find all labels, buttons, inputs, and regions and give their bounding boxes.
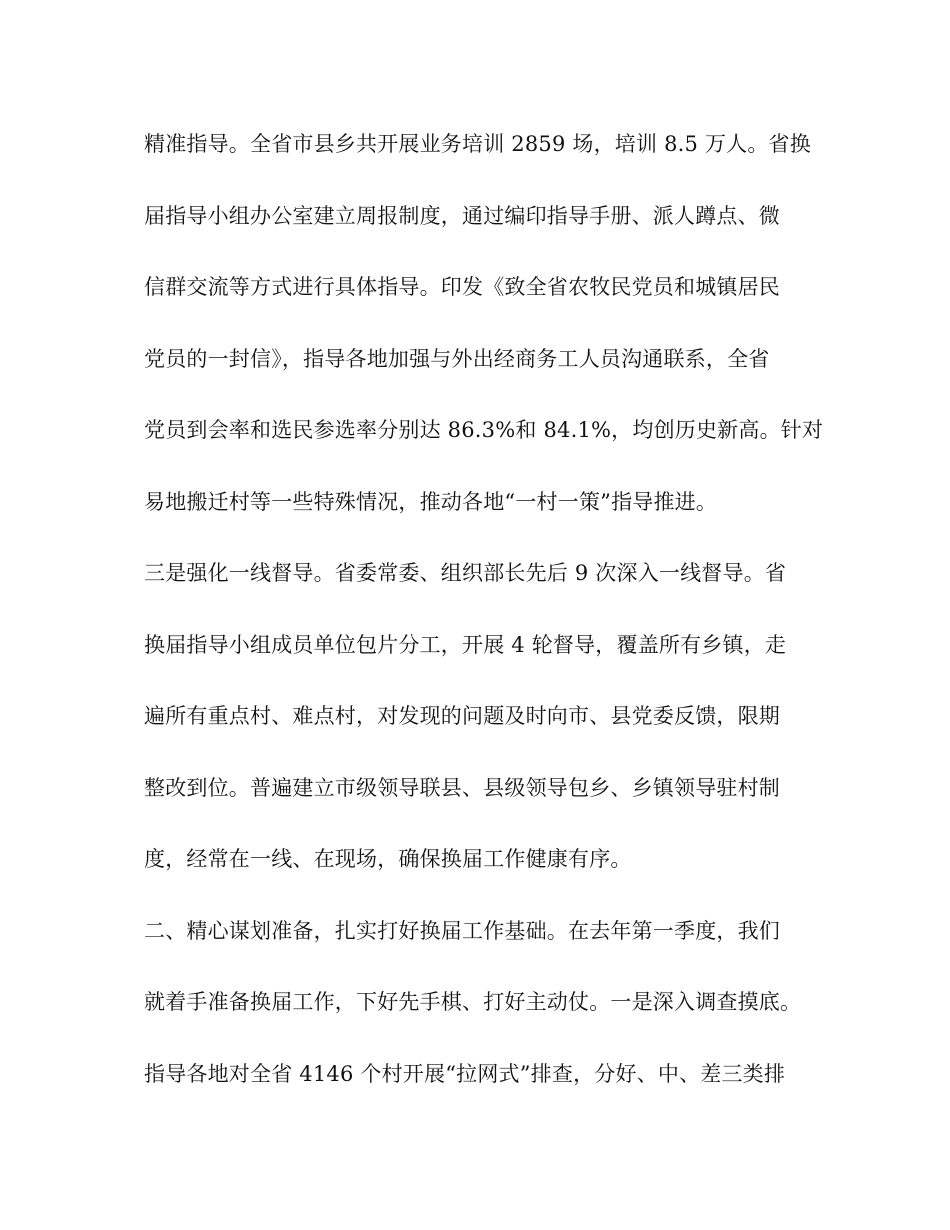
text-line: 度，经常在一线、在现场，确保换届工作健康有序。 xyxy=(144,847,632,871)
text-line: 易地搬迁村等一些特殊情况，推动各地“一村一策”指导推进。 xyxy=(144,490,718,514)
text-line: 信群交流等方式进行具体指导。印发《致全省农牧民党员和城镇居民 xyxy=(144,275,780,299)
text-line: 指导各地对全省 4146 个村开展“拉网式”排查，分好、中、差三类排 xyxy=(144,1062,786,1086)
text-line: 三是强化一线督导。省委常委、组织部长先后 9 次深入一线督导。省 xyxy=(144,561,787,585)
text-line: 届指导小组办公室建立周报制度，通过编印指导手册、派人蹲点、微 xyxy=(144,204,780,228)
text-line: 二、精心谋划准备，扎实打好换届工作基础。在去年第一季度，我们 xyxy=(144,919,780,943)
text-line: 遍所有重点村、难点村，对发现的问题及时向市、县党委反馈，限期 xyxy=(144,704,780,728)
text-line: 整改到位。普遍建立市级领导联县、县级领导包乡、乡镇领导驻村制 xyxy=(144,776,780,800)
text-line: 精准指导。全省市县乡共开展业务培训 2859 场，培训 8.5 万人。省换 xyxy=(144,132,811,156)
text-line: 党员的一封信》，指导各地加强与外出经商务工人员沟通联系，全省 xyxy=(144,347,770,371)
text-line: 党员到会率和选民参选率分别达 86.3%和 84.1%，均创历史新高。针对 xyxy=(144,418,824,442)
text-line: 就着手准备换届工作，下好先手棋、打好主动仗。一是深入调查摸底。 xyxy=(144,990,802,1014)
text-line: 换届指导小组成员单位包片分工，开展 4 轮督导，覆盖所有乡镇，走 xyxy=(144,633,787,657)
